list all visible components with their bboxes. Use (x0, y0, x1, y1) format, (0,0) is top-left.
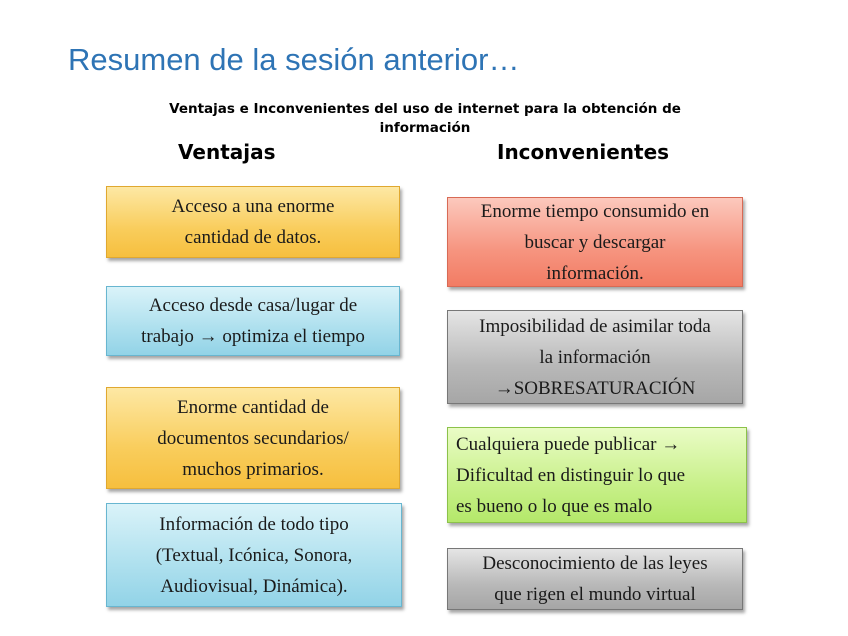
box-line: es bueno o lo que es malo (456, 495, 653, 517)
box-line: muchos primarios. (182, 458, 324, 480)
inconveniente-box-leyes (447, 548, 743, 610)
box-line: →SOBRESATURACIÓN (494, 377, 696, 399)
column-heading-ventajas: Ventajas (178, 140, 276, 164)
ventaja-box-datos (106, 186, 400, 258)
ventaja-box-acceso (106, 286, 400, 356)
box-line: información. (546, 262, 644, 284)
box-line: cantidad de datos. (184, 227, 322, 248)
box-line: Enorme cantidad de (177, 396, 329, 418)
inconveniente-box-publicar (447, 427, 747, 523)
box-line: Acceso desde casa/lugar de (148, 295, 358, 316)
box-line: documentos secundarios/ (157, 427, 349, 449)
box-line: Acceso a una enorme (171, 196, 335, 217)
diagram-heading: Ventajas e Inconvenientes del uso de internet para la obtención de información (169, 101, 681, 136)
inconveniente-box-tiempo (447, 197, 743, 287)
box-line: Imposibilidad de asimilar toda (479, 315, 711, 337)
box-line: Cualquiera puede publicar → (456, 433, 681, 455)
box-line: Información de todo tipo (159, 513, 349, 535)
box-line: que rigen el mundo virtual (494, 584, 696, 605)
ventaja-box-informacion (106, 503, 402, 607)
box-line: (Textual, Icónica, Sonora, (155, 544, 353, 566)
box-line: la información (539, 346, 651, 368)
box-line: buscar y descargar (524, 231, 666, 253)
box-line: Enorme tiempo consumido en (480, 200, 710, 222)
box-line: trabajo → optimiza el tiempo (141, 326, 365, 347)
box-line: Desconocimiento de las leyes (482, 553, 708, 574)
ventaja-box-documentos (106, 387, 400, 489)
box-line: Dificultad en distinguir lo que (456, 464, 686, 486)
column-heading-inconvenientes: Inconvenientes (497, 140, 670, 164)
inconveniente-box-sobresaturacion (447, 310, 743, 404)
box-line: Audiovisual, Dinámica). (160, 575, 348, 597)
slide-title: Resumen de la sesión anterior… (68, 42, 520, 77)
